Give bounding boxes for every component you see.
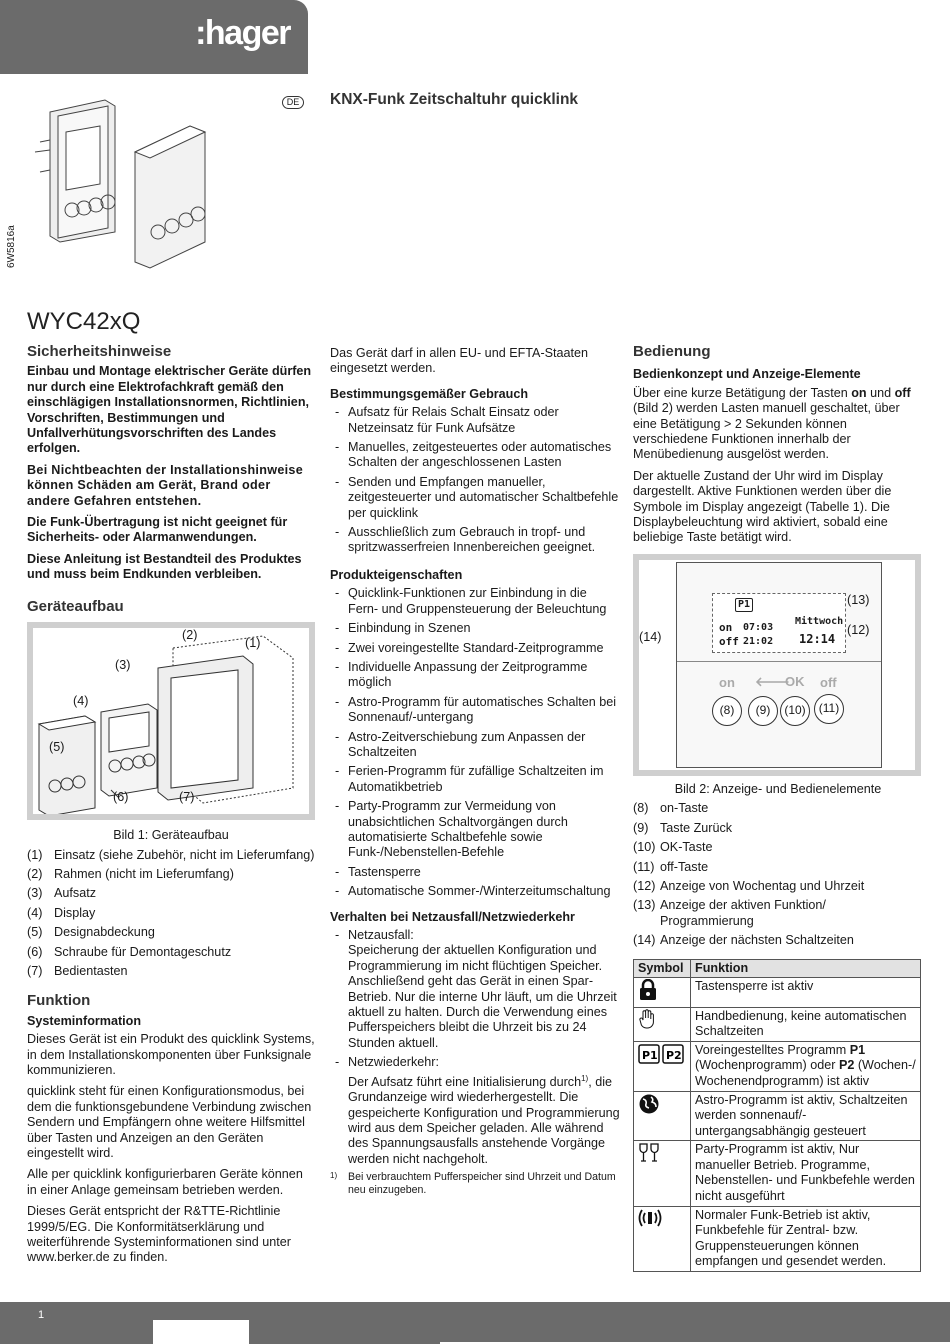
intro-paragraph: Das Gerät darf in allen EU- und EFTA-Staaten eingesetzt werden. bbox=[330, 346, 589, 376]
item-text: on-Taste bbox=[660, 801, 709, 816]
off-button-label: off bbox=[820, 674, 837, 690]
list-item: - Netzwiederkehr: Der Aufsatz führt eine Initialisierung durch$^{1)}$, die Grundanzeige wird wiederhergestellt. Die gespeicherte Konfiguration und Programmierung wird aus dem Speicher geladen. Alle während des Spannungsausfalls anstehende Vorgänge werden nicht nachgeholt. bbox=[330, 1055, 620, 1167]
list-item bbox=[633, 821, 923, 836]
item-text: Anzeige von Wochentag und Uhrzeit bbox=[660, 878, 865, 893]
function-heading: Funktion bbox=[27, 992, 91, 1010]
item-text: Taste Zurück bbox=[660, 820, 733, 835]
item-number: (10) bbox=[633, 840, 656, 855]
lcd-display bbox=[712, 593, 846, 653]
list-item bbox=[27, 906, 315, 921]
figure-label: (4) bbox=[73, 694, 89, 709]
table-cell: Tastensperre ist aktiv bbox=[691, 977, 921, 1007]
list-item: - Automatische Sommer-/Winterzeitumschaltung bbox=[330, 884, 620, 899]
list-item: - Astro-Zeitverschiebung zum Anpassen der Schaltzeiten bbox=[330, 730, 620, 761]
list-item: - Aufsatz für Relais Schalt Einsatz oder Netzeinsatz für Funk Aufsätze bbox=[330, 405, 620, 436]
list-item bbox=[633, 879, 923, 894]
properties-list bbox=[330, 586, 620, 899]
figure-label: (14) bbox=[639, 629, 662, 644]
on-label: on bbox=[719, 620, 733, 634]
back-arrow-icon: 🡐 bbox=[755, 673, 790, 689]
figure-label: (12) bbox=[847, 622, 870, 637]
structure-list bbox=[27, 848, 315, 980]
operation-subheading: Bedienkonzept und Anzeige-Elemente bbox=[633, 367, 861, 382]
table-row bbox=[634, 1141, 921, 1206]
table-cell: Party-Programm ist aktiv, Nur manueller Betrieb. Programme, Nebenstellen- und Funkbefehle werden nicht ausgeführt bbox=[691, 1141, 921, 1206]
symbol-table bbox=[633, 959, 921, 1273]
list-item: - Quicklink-Funktionen zur Einbindung in die Fern- und Gruppensteuerung der Beleuchtung bbox=[330, 586, 620, 617]
program-icon bbox=[634, 1041, 691, 1091]
function-paragraph: quicklink steht für einen Konfigurationsmodus, bei dem die funktionsgebundene Verbindung zwischen Sendern und Empfängern ohne weitere Hilfsmittel über Tasten und Anzeigen an den Geräten eingestellt wird. bbox=[27, 1084, 312, 1160]
structure-heading: Geräteaufbau bbox=[27, 597, 124, 615]
model-number: WYC42xQ bbox=[27, 308, 141, 335]
device-front bbox=[676, 562, 882, 768]
safety-paragraph: Einbau und Montage elektrischer Geräte dürfen nur durch eine Elektrofachkraft gemäß den einschlägigen Installationsnormen, Richtlinien, Vorschriften, Bestimmungen und Unfallverhütungsvorschriften des Landes erfolgen. bbox=[27, 364, 312, 456]
safety-paragraph: Die Funk-Übertragung ist nicht geeignet für Sicherheits- oder Alarmanwendungen. bbox=[27, 515, 288, 545]
table-row bbox=[634, 1007, 921, 1041]
document-code: 6W5816a bbox=[6, 225, 17, 268]
column-2 bbox=[330, 346, 620, 1197]
figure-label: (7) bbox=[179, 790, 195, 805]
lock-icon bbox=[634, 977, 691, 1007]
power-list bbox=[330, 928, 620, 1167]
table-row bbox=[634, 1206, 921, 1271]
list-item bbox=[633, 840, 923, 855]
list-item bbox=[633, 933, 923, 948]
figure-label: (13) bbox=[847, 592, 870, 607]
item-text: Anzeige der aktiven Funktion/ Programmierung bbox=[660, 898, 826, 928]
page-number: 1 bbox=[38, 1309, 45, 1321]
product-illustration bbox=[30, 92, 250, 270]
system-info-heading: Systeminformation bbox=[27, 1013, 142, 1028]
list-item: - Manuelles, zeitgesteuertes oder automatisches Schalten der angeschlossenen Lasten bbox=[330, 440, 620, 471]
language-badge: DE bbox=[282, 96, 304, 109]
operation-heading: Bedienung bbox=[633, 343, 711, 360]
radio-icon bbox=[634, 1206, 691, 1271]
operation-paragraph: Der aktuelle Zustand der Uhr wird im Display dargestellt. Aktive Funktionen werden über die Symbole im Display angezeigt (Tabelle 1). Die Displaybeleuchtung wird aktiviert, sobald eine beliebige Taste betätigt wird. bbox=[633, 468, 892, 545]
figure-caption: Bild 1: Geräteaufbau bbox=[113, 828, 229, 843]
item-number: (11) bbox=[633, 859, 655, 874]
list-item: - Ferien-Programm für zufällige Schaltzeiten im Automatikbetrieb bbox=[330, 764, 620, 795]
item-text: Rahmen (nicht im Lieferumfang) bbox=[54, 866, 234, 881]
safety-paragraph: Diese Anleitung ist Bestandteil des Produktes und muss beim Endkunden verbleiben. bbox=[27, 551, 302, 582]
on-button[interactable]: (8) bbox=[712, 696, 742, 726]
figure-label: (2) bbox=[182, 628, 198, 643]
item-number: (13) bbox=[633, 898, 656, 913]
list-item: - Einbindung in Szenen bbox=[330, 621, 620, 636]
item-text: Aufsatz bbox=[54, 886, 96, 901]
intended-use-heading: Bestimmungsgemäßer Gebrauch bbox=[330, 386, 529, 401]
item-text: Display bbox=[54, 905, 96, 920]
power-heading: Verhalten bei Netzausfall/Netzwiederkehr bbox=[330, 909, 575, 924]
item-number: (2) bbox=[27, 866, 43, 881]
item-text: Einsatz (siehe Zubehör, nicht im Lieferumfang) bbox=[54, 847, 315, 862]
list-item bbox=[633, 801, 923, 816]
table-header: Symbol bbox=[634, 959, 691, 977]
list-item bbox=[27, 945, 315, 960]
column-1 bbox=[27, 344, 315, 1272]
list-item bbox=[27, 925, 315, 940]
list-item: - Tastensperre bbox=[330, 865, 620, 880]
footnote: 1) Bei verbrauchtem Pufferspeicher sind Uhrzeit und Datum neu einzugeben. bbox=[330, 1171, 616, 1197]
column-3 bbox=[633, 344, 923, 1272]
ok-button[interactable]: (10) bbox=[780, 696, 810, 726]
list-item bbox=[27, 886, 315, 901]
exploded-view-drawing bbox=[33, 628, 309, 814]
item-number: (12) bbox=[633, 878, 656, 893]
list-item bbox=[633, 898, 923, 929]
list-item: - Zwei voreingestellte Standard-Zeitprogramme bbox=[330, 641, 620, 656]
function-paragraph: Alle per quicklink konfigurierbaren Geräte können in einer Anlage gemeinsam betrieben werden. bbox=[27, 1167, 303, 1197]
table-row bbox=[634, 1041, 921, 1091]
item-text: OK-Taste bbox=[660, 840, 713, 855]
brand-logo: :hager bbox=[195, 14, 290, 52]
item-number: (5) bbox=[27, 925, 43, 940]
safety-paragraph: Bei Nichtbeachten der Installationshinweise können Schäden am Gerät, Brand oder andere Gefahren entstehen. bbox=[27, 462, 304, 508]
item-number: (14) bbox=[633, 933, 656, 948]
list-item bbox=[27, 848, 315, 863]
item-text: off-Taste bbox=[660, 859, 709, 874]
p1-indicator: P1 bbox=[735, 598, 753, 612]
table-cell: Astro-Programm ist aktiv, Schaltzeiten werden sonnenauf/-untergangsabhängig gesteuert bbox=[691, 1091, 921, 1141]
off-label: off bbox=[719, 634, 739, 648]
table-header: Funktion bbox=[691, 959, 921, 977]
list-item: - Ausschließlich zum Gebrauch in tropf- und spritzwasserfreien Innenbereichen geeignet. bbox=[330, 525, 620, 556]
list-item: - Netzausfall: Speicherung der aktuellen Konfiguration und Programmierung im nicht flüchtigen Speicher. Anschließend geht das Gerät in einen Spar-Betrieb. Nur die interne Uhr läuft, um die Uhrzeit aktuell zu halten. Durch die Verwendung eines Pufferspeichers bleibt die Uhrzeit bis zu 24 Stunden aktuell. bbox=[330, 928, 620, 1051]
item-number: (3) bbox=[27, 886, 43, 901]
figure-device-structure bbox=[27, 622, 315, 820]
list-item bbox=[27, 964, 315, 979]
back-button[interactable]: (9) bbox=[748, 696, 778, 726]
hand-icon bbox=[634, 1007, 691, 1041]
clock-display: 12:14 bbox=[799, 631, 836, 646]
divider bbox=[677, 661, 881, 662]
table-cell: Voreingestelltes Programm P1 (Wochenprogramm) oder P2 (Wochen-/ Wochenendprogramm) ist aktiv bbox=[691, 1041, 921, 1091]
party-icon bbox=[634, 1141, 691, 1206]
list-item bbox=[27, 867, 315, 882]
list-item: - Party-Programm zur Vermeidung von unabsichtlichen Schaltvorgängen durch automatisierte Schaltbefehle sowie Funk-/Nebenstellen-Befehle bbox=[330, 799, 620, 861]
figure-caption: Bild 2: Anzeige- und Bedienelemente bbox=[674, 781, 882, 796]
intended-use-list bbox=[330, 405, 620, 556]
list-item: - Senden und Empfangen manueller, zeitgesteuerter und automatischer Schaltbefehle per quicklink bbox=[330, 475, 620, 521]
function-paragraph: Dieses Gerät ist ein Produkt des quicklink Systems, in dem Installationskomponenten über Funksignale kommunizieren. bbox=[27, 1032, 315, 1077]
figure-label: (1) bbox=[245, 636, 261, 651]
operation-paragraph: Über eine kurze Betätigung der Tasten on und off (Bild 2) werden Lasten manuell geschaltet, über eine Betätigung > 2 Sekunden können verschiedene Funktionen innerhalb der Menübedienung ausgelöst werden. bbox=[633, 385, 911, 462]
item-number: (9) bbox=[633, 820, 649, 835]
on-time: 07:03 bbox=[743, 621, 774, 633]
table-row bbox=[634, 977, 921, 1007]
figure-label: (3) bbox=[115, 658, 131, 673]
svg-text:P2: P2 bbox=[666, 1048, 682, 1062]
document-title: KNX-Funk Zeitschaltuhr quicklink bbox=[330, 91, 579, 108]
item-text: Anzeige der nächsten Schaltzeiten bbox=[660, 933, 854, 948]
list-item: - Individuelle Anpassung der Zeitprogramme möglich bbox=[330, 660, 620, 691]
item-text: Schraube für Demontageschutz bbox=[54, 944, 232, 959]
figure-display-controls bbox=[633, 554, 921, 776]
on-button-label: on bbox=[719, 674, 735, 690]
off-button[interactable]: (11) bbox=[814, 694, 844, 724]
safety-heading: Sicherheitshinweise bbox=[27, 343, 172, 360]
figure-label: (6) bbox=[113, 790, 129, 805]
table-cell: Handbedienung, keine automatischen Schaltzeiten bbox=[691, 1007, 921, 1041]
properties-heading: Produkteigenschaften bbox=[330, 567, 463, 582]
item-number: (1) bbox=[27, 847, 43, 862]
controls-list bbox=[633, 801, 923, 948]
weekday-display: Mittwoch bbox=[795, 615, 844, 627]
list-item: - Astro-Programm für automatisches Schalten bei Sonnenauf/-untergang bbox=[330, 695, 620, 726]
footer-block bbox=[153, 1320, 249, 1344]
page-footer bbox=[0, 1302, 950, 1344]
globe-icon bbox=[634, 1091, 691, 1141]
svg-text:P1: P1 bbox=[642, 1048, 658, 1062]
table-cell: Normaler Funk-Betrieb ist aktiv, Funkbefehle für Zentral- bzw. Gruppensteuerungen können empfangen und gesendet werden. bbox=[691, 1206, 921, 1271]
item-text: Bedientasten bbox=[54, 963, 128, 978]
function-paragraph: Dieses Gerät entspricht der R&TTE-Richtlinie 1999/5/EG. Die Konformitätserklärung und weiterführende Systeminformationen sind unter www.berker.de zu finden. bbox=[27, 1204, 291, 1265]
table-row bbox=[634, 1091, 921, 1141]
item-text: Designabdeckung bbox=[54, 925, 155, 940]
header-bar bbox=[0, 0, 308, 74]
item-number: (7) bbox=[27, 963, 43, 978]
list-item bbox=[633, 860, 923, 875]
ok-button-label: OK bbox=[785, 673, 805, 689]
figure-label: (5) bbox=[49, 740, 65, 755]
item-number: (8) bbox=[633, 801, 649, 816]
item-number: (6) bbox=[27, 944, 43, 959]
item-number: (4) bbox=[27, 905, 43, 920]
off-time: 21:02 bbox=[743, 635, 774, 647]
